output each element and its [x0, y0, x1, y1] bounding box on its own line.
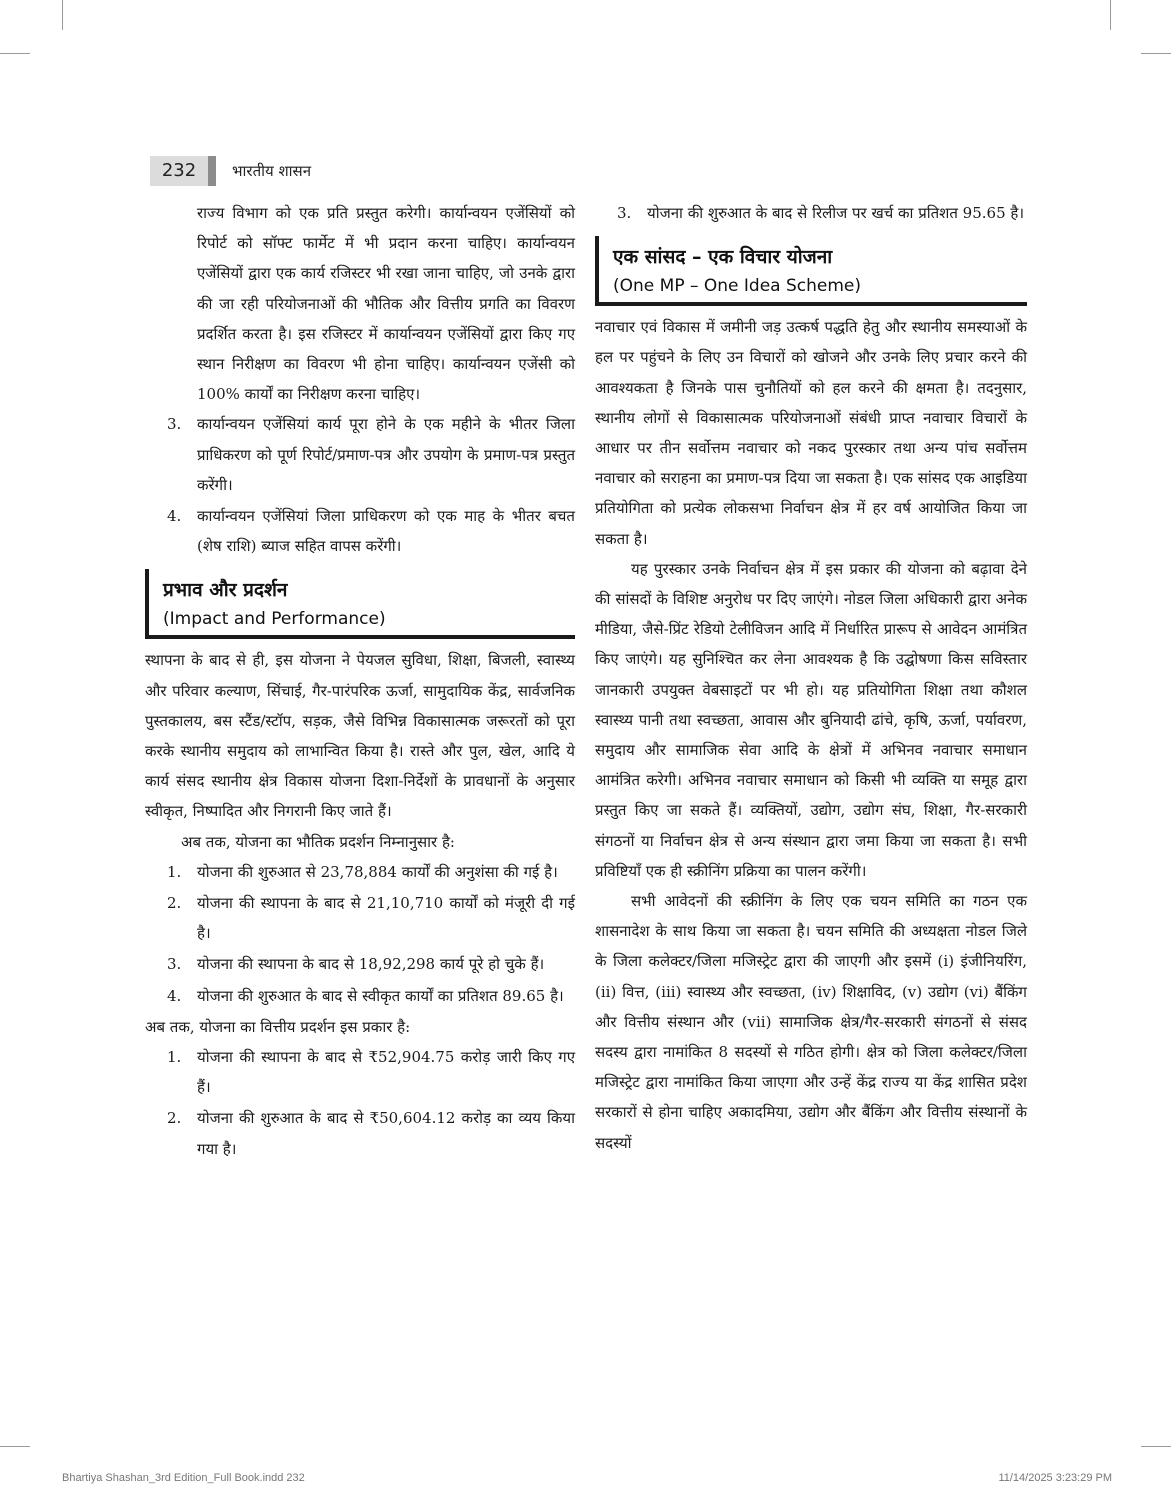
list-number: 3. — [617, 204, 632, 222]
list-item — [145, 949, 575, 979]
list-number: 4. — [167, 986, 182, 1005]
footer-date-info: 11/14/2025 3:23:29 PM — [998, 1472, 1112, 1484]
crop-mark — [0, 1446, 30, 1447]
page-number: 232 — [150, 156, 208, 186]
physical-performance-intro: अब तक, योजना का भौतिक प्रदर्शन निम्नानुसार है: — [181, 832, 455, 851]
scheme-paragraph-3: सभी आवेदनों की स्क्रीनिंग के लिए एक चयन समिति का गठन एक शासनादेश के साथ किया जा सकता है। चयन समिति की अध्यक्षता नोडल जिले के जिला कलेक्टर/जिला मजिस्ट्रेट द्वारा की जाएगी और इसमें (i) इंजीनियरिंग, (ii) वित्त, (iii) स्वास्थ्य और स्वच्छता, (iv) शिक्षाविद, (v) उद्योग (vi) बैंकिंग और वित्तीय संस्थान और (vii) सामाजिक क्षेत्र/गैर-सरकारी संगठनों से संसद सदस्य द्वारा नामांकित 8 सदस्यों से गठित होगी। क्षेत्र को जिला कलेक्टर/जिला मजिस्ट्रेट द्वारा नामांकित किया जाएगा और उन्हें केंद्र राज्य या केंद्र शासित प्रदेश सरकारों से होना चाहिए अकादमिया, उद्योग और बैंकिंग और वित्तीय संस्थानों के सदस्यों — [595, 892, 1027, 1152]
list-text: योजना की शुरुआत के बाद से स्वीकृत कार्यों का प्रतिशत 89.65 है। — [197, 986, 564, 1005]
list-item — [595, 198, 1027, 228]
heading-english: (One MP – One Idea Scheme) — [613, 276, 862, 297]
heading-hindi: प्रभाव और प्रदर्शन — [163, 579, 288, 602]
page-number-shade — [208, 156, 216, 186]
list-item — [145, 409, 575, 500]
list-number: 1. — [167, 1048, 182, 1067]
list-item — [145, 1042, 575, 1102]
crop-mark — [1110, 0, 1111, 30]
impact-paragraph: स्थापना के बाद से ही, इस योजना ने पेयजल सुविधा, शिक्षा, बिजली, स्वास्थ्य और परिवार कल्याण, सिंचाई, गैर-पारंपरिक ऊर्जा, सामुदायिक केंद्र, सार्वजनिक पुस्तकालय, बस स्टैंड/स्टॉप, सड़क, जैसे विभिन्न विकासात्मक जरूरतों को पूरा करके स्थानीय समुदाय को लाभान्वित किया है। रास्ते और पुल, खेल, आदि ये कार्य संसद स्थानीय क्षेत्र विकास योजना दिशा-निर्देशों के प्रावधानों के अनुसार स्वीकृत, निष्पादित और निगरानी किए जाते हैं। — [145, 651, 575, 821]
list-item — [145, 888, 575, 948]
scheme-paragraph-1: नवाचार एवं विकास में जमीनी जड़ उत्कर्ष पद्धति हेतु और स्थानीय समस्याओं के हल पर पहुंचने के लिए उन विचारों को खोजने और उनके लिए प्रचार करने की आवश्यकता है जिनके पास चुनौतियों को हल करने की क्षमता है। तदनुसार, स्थानीय लोगों से विकासात्मक परियोजनाओं संबंधी प्राप्त नवाचार विचारों के आधार पर तीन सर्वोत्तम नवाचार को नकद पुरस्कार तथा अन्य पांच सर्वोत्तम नवाचार को सराहना का प्रमाण-पत्र दिया जा सकता है। एक सांसद एक आइडिया प्रतियोगिता को प्रत्येक लोकसभा निर्वाचन क्षेत्र में हर वर्ष आयोजित किया जा सकता है। — [595, 318, 1027, 548]
intro-paragraph: राज्य विभाग को एक प्रति प्रस्तुत करेगी। कार्यान्वयन एजेंसियों को रिपोर्ट को सॉफ्ट फार्मेट में भी प्रदान करना चाहिए। कार्यान्वयन एजेंसियों द्वारा एक कार्य रजिस्टर भी रखा जाना चाहिए, जो उनके द्वारा की जा रही परियोजनाओं की भौतिक और वित्तीय प्रगति का विवरण प्रदर्शित करता है। इस रजिस्टर में कार्यान्वयन एजेंसियों द्वारा किए गए स्थान निरीक्षण का विवरण भी होना चाहिए। कार्यान्वयन एजेंसी को 100% कार्यों का निरीक्षण करना चाहिए। — [197, 204, 575, 404]
crop-mark — [0, 53, 30, 54]
left-column — [145, 198, 575, 1165]
list-item — [145, 1103, 575, 1163]
crop-mark — [1141, 53, 1171, 54]
list-text: योजना की स्थापना के बाद से 18,92,298 कार्य पूरे हो चुके हैं। — [197, 955, 545, 974]
list-text: योजना की शुरुआत के बाद से ₹50,604.12 करोड़ का व्यय किया गया है। — [197, 1109, 575, 1158]
list-text: योजना की स्थापना के बाद से 21,10,710 कार्यों को मंजूरी दी गई है। — [197, 894, 575, 943]
heading-english: (Impact and Performance) — [163, 609, 386, 630]
list-number: 3. — [167, 955, 182, 974]
list-item — [145, 981, 575, 1011]
section-heading-impact — [145, 569, 575, 639]
list-text: योजना की शुरुआत से 23,78,884 कार्यों की अनुशंसा की गई है। — [197, 862, 558, 881]
footer-file-info: Bhartiya Shashan_3rd Edition_Full Book.indd 232 — [62, 1472, 305, 1484]
scheme-paragraph-2: यह पुरस्कार उनके निर्वाचन क्षेत्र में इस प्रकार की योजना को बढ़ावा देने की सांसदों के विशिष्ट अनुरोध पर दिए जाएंगे। नोडल जिला अधिकारी द्वारा अनेक मीडिया, जैसे-प्रिंट रेडियो टेलीविजन आदि में निर्धारित प्रारूप से आवेदन आमंत्रित किए जाएंगे। यह सुनिश्चित कर लेना आवश्यक है कि उद्घोषणा किस सविस्तार जानकारी उपयुक्त वेबसाइटों पर भी हो। यह प्रतियोगिता शिक्षा तथा कौशल स्वास्थ्य पानी तथा स्वच्छता, आवास और बुनियादी ढांचे, कृषि, ऊर्जा, पर्यावरण, समुदाय और सामाजिक सेवा आदि के क्षेत्रों में अभिनव नवाचार समाधान आमंत्रित करेगी। अभिनव नवाचार समाधान को किसी भी व्यक्ति या समूह द्वारा प्रस्तुत किए जा सकते हैं। व्यक्तियों, उद्योग, उद्योग संघ, शिक्षा, गैर-सरकारी संगठनों या निर्वाचन क्षेत्र से अन्य संस्थान द्वारा जमा किया जा सकता है। सभी प्रविष्टियाँ एक ही स्क्रीनिंग प्रक्रिया का पालन करेंगी। — [595, 559, 1027, 880]
list-number: 3. — [167, 415, 182, 434]
list-text: योजना की शुरुआत के बाद से रिलीज पर खर्च का प्रतिशत 95.65 है। — [647, 204, 1025, 222]
list-item — [145, 857, 575, 887]
section-heading-scheme — [595, 236, 1027, 306]
crop-mark — [1141, 1446, 1171, 1447]
crop-mark — [62, 0, 63, 30]
list-text: योजना की स्थापना के बाद से ₹52,904.75 करोड़ जारी किए गए हैं। — [197, 1048, 575, 1097]
list-number: 2. — [167, 894, 182, 913]
list-number: 2. — [167, 1109, 182, 1128]
list-text: कार्यान्वयन एजेंसियां कार्य पूरा होने के एक महीने के भीतर जिला प्राधिकरण को पूर्ण रिपोर्ट/प्रमाण-पत्र और उपयोग के प्रमाण-पत्र प्रस्तुत करेंगी। — [197, 415, 575, 494]
heading-hindi: एक सांसद – एक विचार योजना — [613, 246, 833, 269]
list-number: 4. — [167, 507, 182, 526]
running-title: भारतीय शासन — [232, 162, 312, 180]
financial-performance-intro: अब तक, योजना का वित्तीय प्रदर्शन इस प्रकार है: — [145, 1017, 411, 1036]
list-number: 1. — [167, 862, 182, 881]
right-column — [595, 198, 1027, 1158]
list-item — [145, 501, 575, 561]
page-footer — [62, 1472, 1112, 1492]
page-header — [150, 156, 1025, 186]
list-text: कार्यान्वयन एजेंसियां जिला प्राधिकरण को एक माह के भीतर बचत (शेष राशि) ब्याज सहित वापस करेंगी। — [197, 507, 575, 556]
